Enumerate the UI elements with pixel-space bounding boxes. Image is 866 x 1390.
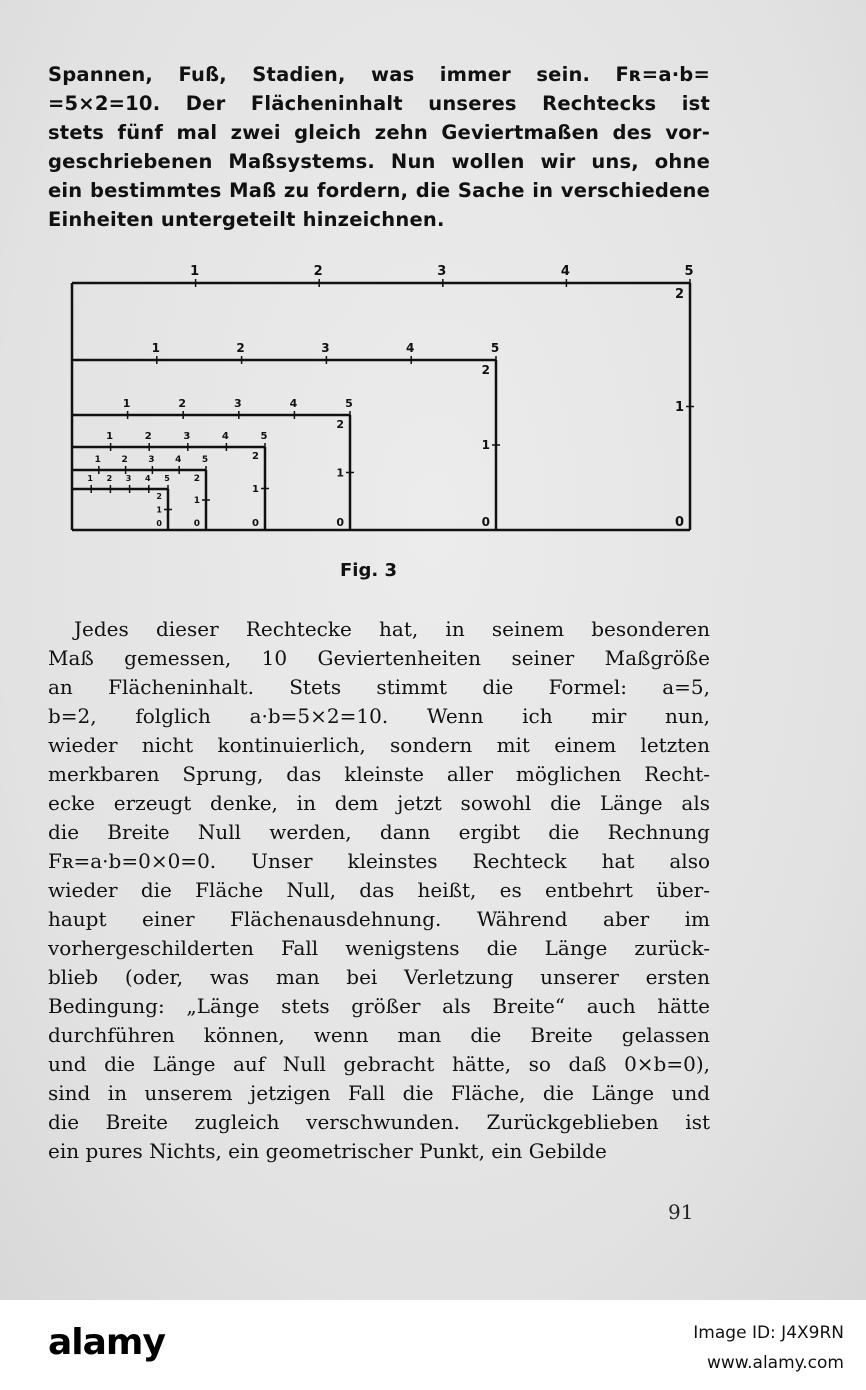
rect-5-width-label: 2: [121, 455, 128, 465]
top-paragraph-line: Einheiten untergeteilt hinzeichnen.: [48, 208, 445, 231]
rect-6-height-label: 1: [156, 505, 162, 515]
body-paragraph-line: an Flächeninhalt. Stets stimmt die Formel: a=5,: [48, 675, 710, 699]
rect-5-width-label: 4: [175, 455, 182, 465]
rect-2-width-label: 5: [490, 341, 500, 355]
rect-5-height-label: 1: [193, 496, 200, 507]
rect-5-height-label: 2: [193, 474, 200, 484]
rect-2-width-label: 4: [406, 341, 415, 355]
rect-1-width-label: 1: [190, 264, 200, 279]
watermark-meta: [693, 1318, 844, 1378]
body-paragraph-line: Fʀ=a·b=0×0=0. Unser kleinstes Rechteck hat also: [48, 849, 710, 873]
rect-2-height-label: 2: [481, 363, 490, 377]
rect-5-width-label: 1: [94, 455, 101, 465]
rect-6-width-label: 5: [164, 474, 170, 483]
top-paragraph-line: =5×2=10. Der Flächeninhalt unseres Rechtecks ist: [48, 92, 710, 115]
top-paragraph-line: Spannen, Fuß, Stadien, was immer sein. Fʀ=a·b=: [48, 63, 710, 86]
rect-4-width-label: 5: [260, 431, 268, 442]
rect-4-height-label: 1: [252, 484, 259, 495]
rect-1-height-label: 1: [674, 400, 684, 416]
body-paragraph-line: Maß gemessen, 10 Geviertenheiten seiner Maßgröße: [48, 646, 710, 670]
rect-4-width-label: 4: [221, 431, 229, 442]
body-paragraph-line: merkbaren Sprung, das kleinste aller möglichen Recht-: [48, 762, 710, 786]
body-paragraph-line: und die Länge auf Null gebracht hätte, so daß 0×b=0),: [48, 1052, 710, 1076]
rect-6-height-label: 0: [156, 519, 162, 528]
figure-caption: Fig. 3: [340, 560, 397, 581]
rect-2-height-label: 0: [481, 515, 490, 529]
rect-3-height-label: 2: [336, 418, 344, 431]
rect-3-width-label: 4: [289, 397, 298, 410]
body-paragraph: [48, 615, 710, 1166]
figure-3-nested-rectangles: [60, 250, 710, 540]
body-paragraph-line: die Breite Null werden, dann ergibt die Rechnung: [48, 820, 710, 844]
rect-3-width-label: 2: [178, 397, 187, 410]
watermark-image-id: Image ID: J4X9RN: [693, 1323, 844, 1343]
top-paragraph-line: ein bestimmtes Maß zu fordern, die Sache in verschiedene: [48, 179, 710, 202]
rect-3-width-label: 5: [345, 397, 353, 410]
rect-5-width-label: 3: [148, 455, 155, 465]
top-paragraph: [48, 60, 710, 234]
rect-1-height-label: 0: [674, 515, 684, 530]
rect-5-height-label: 0: [193, 519, 200, 529]
body-paragraph-line: Bedingung: „Länge stets größer als Breite“ auch hätte: [48, 994, 710, 1018]
body-paragraph-line: die Breite zugleich verschwunden. Zurückgeblieben ist: [48, 1110, 710, 1134]
body-paragraph-line: sind in unserem jetzigen Fall die Fläche, die Länge und: [48, 1081, 710, 1105]
body-paragraph-line: b=2, folglich a·b=5×2=10. Wenn ich mir nun,: [48, 704, 710, 728]
rect-1-height-label: 2: [674, 287, 684, 302]
body-paragraph-line: wieder nicht kontinuierlich, sondern mit einem letzten: [48, 733, 710, 757]
rect-3-width-label: 3: [233, 397, 242, 410]
top-paragraph-line: stets fünf mal zwei gleich zehn Geviertmaßen des vor-: [48, 121, 710, 144]
rect-3-height-label: 0: [336, 516, 344, 529]
body-paragraph-line: vorhergeschilderten Fall wenigstens die Länge zurück-: [48, 936, 710, 960]
body-paragraph-line: ein pures Nichts, ein geometrischer Punkt, ein Gebilde: [48, 1139, 607, 1163]
rect-4-width-label: 3: [183, 431, 191, 442]
body-paragraph-line: haupt einer Flächenausdehnung. Während aber im: [48, 907, 710, 931]
rect-6-width-label: 2: [106, 474, 113, 483]
top-paragraph-line: geschriebenen Maßsystems. Nun wollen wir uns, ohne: [48, 150, 710, 173]
body-paragraph-line: wieder die Fläche Null, das heißt, es entbehrt über-: [48, 878, 710, 902]
rect-2-width-label: 3: [321, 341, 330, 355]
rect-4-width-label: 1: [106, 431, 114, 442]
rect-6-width-label: 3: [125, 474, 132, 483]
watermark-logo: alamy: [48, 1322, 165, 1363]
rect-2-width-label: 2: [236, 341, 245, 355]
rect-6-width-label: 4: [145, 474, 151, 483]
rect-3-width-label: 1: [122, 397, 131, 410]
rect-6-width-label: 1: [87, 474, 93, 483]
body-paragraph-line: ecke erzeugt denke, in dem jetzt sowohl die Länge als: [48, 791, 710, 815]
rect-2-height-label: 1: [481, 438, 490, 453]
page-number: 91: [668, 1200, 694, 1224]
watermark-site: www.alamy.com: [706, 1353, 844, 1373]
rect-1-width-label: 2: [313, 264, 323, 279]
rect-1-width-label: 3: [437, 264, 447, 279]
rect-5-width-label: 5: [201, 455, 209, 465]
rect-1-width-label: 4: [560, 264, 570, 279]
rect-4-width-label: 2: [144, 431, 152, 442]
rect-6-height-label: 2: [156, 492, 162, 501]
rect-2-width-label: 1: [151, 341, 160, 355]
body-paragraph-line: durchführen können, wenn man die Breite gelassen: [48, 1023, 710, 1047]
rect-4-height-label: 2: [252, 451, 259, 462]
rect-3-height-label: 1: [336, 466, 344, 480]
rect-1-width-label: 5: [684, 264, 694, 279]
body-paragraph-line: Jedes dieser Rechtecke hat, in seinem besonderen: [74, 617, 710, 641]
rect-4-height-label: 0: [252, 518, 259, 529]
body-paragraph-line: blieb (oder, was man bei Verletzung unserer ersten: [48, 965, 710, 989]
